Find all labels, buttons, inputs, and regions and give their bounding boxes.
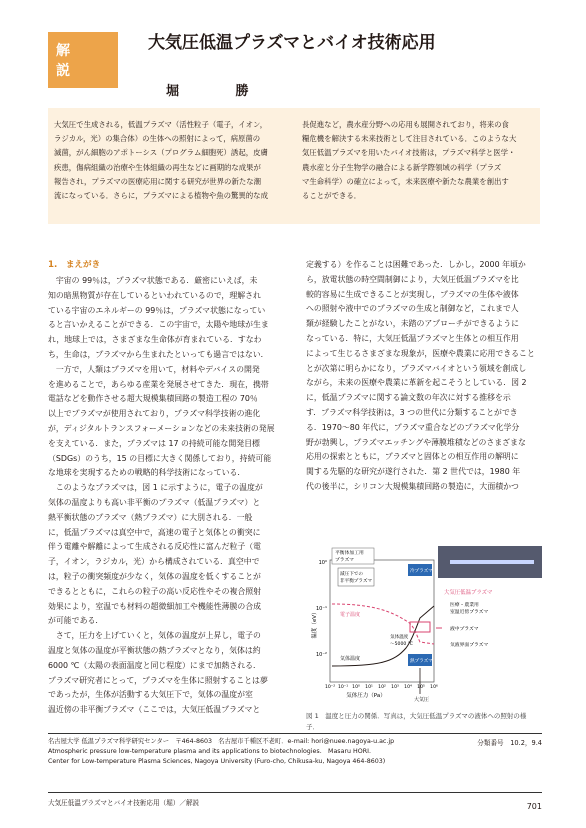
article-type-tag: 解 説: [48, 32, 118, 88]
body-line: であったが，生体が活動する大気圧下で，気体の温度が室: [48, 690, 253, 700]
body-line: 宇宙の 99％は，プラズマ状態である．厳密にいえば，未: [48, 276, 258, 285]
body-line: 気体の温度よりも高い非平衡のプラズマ（低温プラズマ）と: [48, 497, 261, 507]
body-line: ると言いかえることができる．この宇宙で，太陽や地球が生ま: [48, 320, 269, 330]
footnote-line: Atmospheric pressure low-temperature plasma and its applications to biotechnologies. Masaru HORI.: [48, 748, 371, 755]
footnote-line: Center for Low-temperature Plasma Sciences, Nagoya University (Furo-cho, Chikusa-ku, Nagoya 464-8603): [48, 758, 386, 765]
page-number: 701: [526, 802, 542, 811]
body-line: 伴う電離や解離によって生成される反応性に富んだ粒子（電: [48, 542, 262, 552]
x-tick-label: 10²: [378, 685, 386, 690]
classification-number: 分類番号 10.2，9.4: [477, 739, 542, 747]
body-line: ち，生命は，プラズマから生まれたといっても過言ではない．: [48, 349, 269, 359]
body-line: 類が経験したことがない，未踏のアプローチができるように: [306, 319, 520, 329]
x-tick-label: 10⁻¹: [337, 685, 349, 690]
body-line: プラズマ研究者にとって，プラズマを生体に照射することは夢: [48, 675, 268, 685]
body-line: 子，イオン，ラジカル，光）から構成されている．真空中で: [48, 557, 260, 567]
body-line: に，低温プラズマは真空中で，高速の電子と気体との衝突に: [48, 527, 261, 537]
body-line: に，低温プラズマに関する論文数の年次に対する推移を示: [306, 393, 511, 403]
abstract-line: ラジカル，光）の集合体）の生体への照射によって，病原菌の: [54, 134, 261, 144]
abstract-line: 流になっている．さらに，プラズマによる植物や魚の驚異的な成: [54, 191, 268, 201]
electron-temp-label: 電子温度: [340, 612, 361, 618]
body-line: 温度と気体の温度が平衡状態の熱プラズマとなり，気体は約: [48, 645, 261, 655]
abstract-left: [54, 118, 284, 203]
body-line: 効果により，室温でも材料の超微細加工や機能性薄膜の合成: [48, 601, 262, 611]
abstract-line: 糧危機を解決する未来技術として注目されている．このような大: [302, 134, 517, 144]
body-line: が，ディジタルトランスフォーメーションなどの未来技術の発展: [48, 423, 275, 433]
y-axis-label: 温度（eV）: [312, 609, 318, 639]
body-line: 定義する）を作ることは困難であった．しかし，2000 年頃か: [306, 260, 526, 269]
section-heading: 1. まえがき: [48, 260, 101, 270]
x-ticks: [325, 684, 438, 690]
vacuum-note-line: 非平衡プラズマ: [340, 579, 372, 584]
footnote-rule: [48, 733, 542, 734]
title-box-line: プラズマ: [335, 558, 354, 563]
electron-temp-curve: [332, 604, 434, 644]
body-line: （SDGs）のうち，15 の目標に大きく関係しており，持続可能: [48, 453, 272, 463]
body-line: ながら，未来の医療や農業に革新を起こそうとしている．図 2: [306, 378, 527, 388]
abstract-right: [302, 118, 532, 203]
caption-line: 子．: [306, 723, 319, 731]
atmosphere-label: 大気圧: [414, 697, 430, 702]
figure-1: [310, 544, 544, 702]
running-footer: 大気圧低温プラズマとバイオ技術応用（堀）／解説: [48, 799, 200, 807]
body-line: ら，放電状態の時空間制御により，大気圧低温プラズマを比: [306, 274, 519, 284]
abstract-line: 報告され，プラズマの医療応用に関する研究が世界の新たな潮: [54, 176, 262, 186]
body-line: への照射や液中でのプラズマの生成と制御など，これまで人: [306, 304, 519, 314]
x-tick-label: 10¹: [365, 685, 373, 690]
article-title: 大気圧低温プラズマとバイオ技術応用: [148, 33, 436, 53]
body-line: 野が勃興し，プラズマエッチングや薄膜堆積などのさまざまな: [306, 437, 526, 447]
footer-rule: [48, 792, 542, 793]
title-box-line: 平衡体加工用: [335, 551, 364, 556]
y-tick-label: 10⁻²: [315, 652, 327, 658]
body-line: 関する先駆的な研究が遂行された．第 2 世代では，1980 年: [306, 467, 521, 477]
body-line: 知の暗黒物質が存在しているといわれているので，理解され: [48, 290, 261, 300]
footnote-line: 名古屋大学 低温プラズマ科学研究センター 〒464-8603 名古屋市千種区不老町．e-mail: hori@nuee.nagoya-u.ac.jp: [48, 738, 395, 745]
vacuum-note-line: 減圧下での: [340, 572, 363, 577]
liquid-plasma-label: 液中プラズマ: [450, 627, 479, 632]
gas-temp-label: 気体温度: [340, 656, 361, 662]
plasma-jet-glow: [450, 560, 534, 564]
interface-plasma-label: 気液界面プラズマ: [450, 643, 489, 648]
body-line: を進めることで，あらゆる産業を発展させてきた．現在，携帯: [48, 379, 269, 389]
medical-plasma-line: 医療・農業用: [450, 603, 479, 608]
gas-temp-note: [390, 633, 413, 647]
abstract-line: ることができる．: [302, 191, 362, 201]
body-line: ている宇宙のエネルギーの 99％は，プラズマ状態になってい: [48, 305, 266, 315]
abstract-line: 疾患，傷病組織の治療や生体組織の再生などに画期的な成果が: [54, 162, 261, 172]
x-tick-label: 10⁴: [404, 685, 412, 690]
body-line: れ，地球上では，さまざまな生命体が育まれている．すなわ: [48, 335, 262, 345]
author-name: 堀 勝: [166, 84, 275, 99]
figure-1-caption: [306, 711, 542, 733]
body-line: によって生じるさまざまな現象が，医療や農業に応用できること: [306, 348, 535, 358]
x-tick-label: 10⁰: [352, 685, 360, 690]
body-line: る．1970～80 年代に，プラズマ重合などのプラズマ化学分: [306, 422, 520, 432]
medical-plasma-line: 室温近傍プラズマ: [450, 610, 489, 615]
x-axis-label: 気体圧力（Pa）: [346, 693, 386, 699]
y-tick-label: 10⁰: [318, 560, 327, 566]
body-line: とが次第に明らかになり，プラズマバイオという領域を創成し: [306, 363, 527, 373]
body-line: できるとともに，これらの粒子の高い反応性やその複合照射: [48, 586, 262, 596]
body-line: す．プラズマ科学技術は，3 つの世代に分類することができ: [306, 407, 518, 417]
body-line: なっている．特に，大気圧低温プラズマと生体との相互作用: [306, 333, 519, 343]
gas-temp-note-line: ～5000 ℃: [390, 642, 413, 647]
abstract-line: マ生命科学）の確立によって，未来医療や新たな農業を創出す: [302, 176, 509, 186]
abstract-line: 農水産と分子生物学の融合による新学際領域の科学（プラズ: [302, 162, 502, 172]
body-line: 温近傍の非平衡プラズマ（ここでは，大気圧低温プラズマと: [48, 705, 261, 715]
figure-1-chart: [310, 544, 544, 702]
body-column-right: [306, 258, 538, 495]
caption-line: 図 1 温度と圧力の関係．写真は，大気圧低温プラズマの液体への照射の様: [306, 712, 527, 720]
body-line: 電話などを動作させる超大規模集積回路の製造工程の 70％: [48, 394, 258, 404]
body-line: 熱平衡状態のプラズマ（熱プラズマ）に大別される．一般: [48, 512, 253, 522]
y-tick-label: 10⁻¹: [315, 606, 327, 612]
abstract-line: 長促進など，農水産分野への応用も展開されており，将来の食: [302, 120, 509, 129]
body-line: は，粒子の衝突頻度が少なく，気体の温度を低くすることが: [48, 571, 261, 581]
x-tick-label: 10⁻²: [324, 685, 336, 690]
body-line: さて，圧力を上げていくと，気体の温度が上昇し，電子の: [48, 631, 261, 641]
body-line: な地球を実現するための戦略的科学技術になっている．: [48, 468, 246, 478]
body-line: 6000 ℃（太陽の表面温度と同じ程度）にまで加熱される．: [48, 660, 261, 670]
atm-low-temp-plasma-label: 大気圧低温プラズマ: [444, 590, 493, 596]
medical-plasma-label: [450, 601, 488, 615]
abstract-line: 気圧低温プラズマを用いたバイオ技術は，プラズマ科学と医学・: [302, 148, 516, 158]
body-line: を支えている．また，プラズマは 17 の持続可能な開発目標: [48, 438, 260, 448]
body-line: 較的容易に生成できることが実現し，プラズマの生体や液体: [306, 289, 519, 299]
x-tick-label: 10⁵: [417, 685, 425, 690]
body-line: このようなプラズマは，図 1 に示すように，電子の温度が: [48, 483, 263, 493]
body-line: が可能である．: [48, 616, 104, 626]
body-line: 以上でプラズマが使用されており，プラズマ科学技術の進化: [48, 409, 261, 419]
x-tick-label: 10⁶: [430, 685, 438, 690]
body-line: 応用の探索とともに，プラズマと固体との相互作用の解明に: [306, 452, 519, 462]
affiliation-footnote: [48, 737, 394, 767]
body-line: 代の後半に，シリコン大規模集積回路の製造に，大面積かつ: [306, 481, 519, 491]
abstract-line: 大気圧で生成される，低温プラズマ（活性粒子（電子，イオン，: [54, 120, 268, 129]
abstract-line: 滅菌，がん細胞のアポトーシス（プログラム細胞死）誘起，皮膚: [54, 148, 268, 158]
gas-temp-note-line: 気体温度: [390, 635, 409, 640]
body-line: 一方で，人類はプラズマを用いて，材料やデバイスの開発: [48, 364, 260, 374]
cold-plasma-label: 冷プラズマ: [410, 569, 433, 574]
x-tick-label: 10³: [391, 685, 399, 690]
hot-plasma-label: 熱プラズマ: [410, 659, 433, 664]
body-column-left: [48, 274, 280, 718]
y-ticks: [316, 560, 327, 658]
